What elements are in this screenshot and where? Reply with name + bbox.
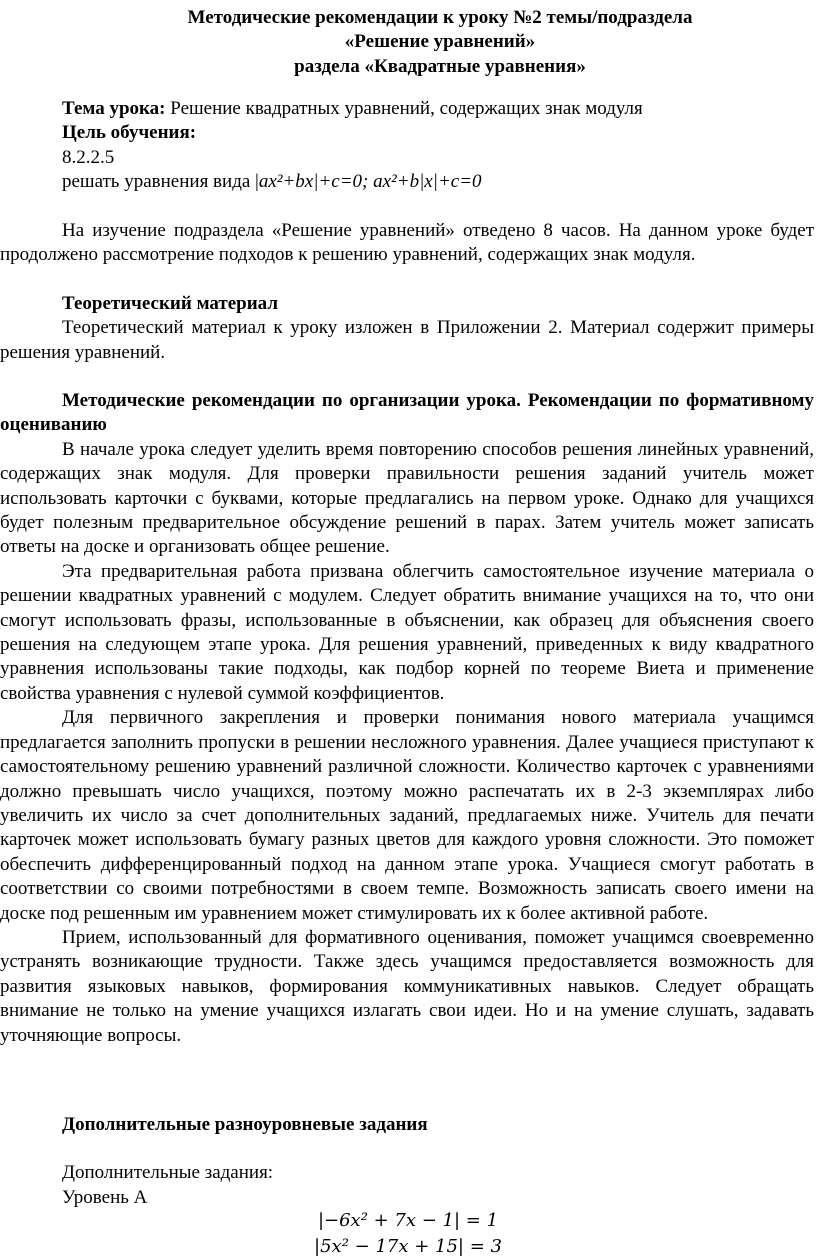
goal-formula-2: ax²+b|x|+c=0	[373, 171, 482, 193]
title-line-2: «Решение уравнений»	[344, 31, 536, 53]
intro-paragraph: На изучение подраздела «Решение уравнений» отведено 8 часов. На данном уроке будет продолжено рассмотрение подходов к решению уравнений, содержащих знак модуля.	[0, 220, 814, 266]
equation-2: |5x² − 17x + 15| = 3	[314, 1236, 502, 1257]
topic-label: Тема урока:	[62, 98, 166, 119]
methods-heading: Методические рекомендации по организации урока. Рекомендации по формативному оцениванию	[0, 390, 814, 436]
goal-formula-1: ax²+bx|+c=0;	[258, 171, 369, 193]
lesson-info	[0, 97, 816, 195]
methods-paragraph-3: Для первичного закрепления и проверки понимания нового материала учащимся предлагается заполнить пропуски в решении несложного уравнения. Далее учащиеся приступают к самостоятельному решению уравнений различной сложности. Количество карточек с уравнениями должно превышать число учащихся, поэтому можно распечатать их в 2-3 экземплярах либо увеличить их число за счет дополнительных заданий, предлагаемых ниже. Учитель для печати карточек может использовать бумагу разных цветов для каждого уровня сложности. Это поможет обеспечить дифференцированный подход на данном этапе урока. Учащиеся смогут работать в соответствии со своими потребностями в своем темпе. Возможность записать своего имени на доске под решенным им уравнением может стимулировать их к более активной работе.	[0, 707, 814, 924]
goal-label: Цель обучения:	[62, 122, 197, 144]
methods-paragraph-2: Эта предварительная работа призвана облегчить самостоятельное изучение материала о решении квадратных уравнений с модулем. Следует обратить внимание учащихся на то, что они смогут использовать фразы, использованные в объяснении, как образец для объяснения своего решения на следующем этапе урока. Для решения уравнений, приведенных к виду квадратного уравнения использованы такие подходы, как подбор корней по теореме Виета и применение свойства уравнения с нулевой суммой коэффициентов.	[0, 560, 814, 704]
title-line-1: Методические рекомендации к уроку №2 темы/подраздела	[187, 7, 693, 28]
methods-paragraph-4: Прием, использованный для формативного оценивания, поможет учащимся своевременно устранять возникающие трудности. Также здесь учащимся предоставляется возможность для развития языковых навыков, формирования коммуникативных навыков. Следует обращать внимание не только на умение учащихся излагать свои идеи. Но и на умение слушать, задавать уточняющие вопросы.	[0, 926, 814, 1046]
title-line-3: раздела «Квадратные уравнения»	[294, 55, 586, 77]
goal-text: решать уравнения вида |ax²+bx|+c=0; ax²+b|x|+c=0	[62, 171, 482, 193]
intro-section	[0, 219, 814, 268]
theory-text: Теоретический материал к уроку изложен в Приложении 2. Материал содержит примеры решения уравнений.	[0, 317, 814, 363]
extra-label: Дополнительные задания:	[62, 1162, 274, 1184]
goal-code: 8.2.2.5	[62, 146, 115, 168]
lesson-topic	[62, 97, 816, 121]
equation-1: |−6x² + 7x − 1| = 1	[317, 1210, 499, 1231]
theory-section	[0, 292, 814, 365]
theory-heading: Теоретический материал	[62, 293, 278, 314]
methods-section	[0, 389, 814, 1048]
document-title	[0, 6, 816, 79]
equations	[0, 1208, 816, 1260]
topic-value: Решение квадратных уравнений, содержащих знак модуля	[165, 98, 643, 119]
extra-heading: Дополнительные разноуровневые задания	[62, 1114, 428, 1135]
extra-section	[0, 1113, 816, 1210]
methods-paragraph-1: В начале урока следует уделить время повторению способов решения линейных уравнений, содержащих знак модуля. Для проверки правильности решения заданий учитель может использовать карточки с буквами, которые предлагались на первом уроке. Однако для учащихся будет полезным предварительное обсуждение решений в парах. Затем учитель может записать ответы на доске и организовать общее решение.	[0, 438, 814, 558]
level-label: Уровень А	[62, 1186, 148, 1208]
